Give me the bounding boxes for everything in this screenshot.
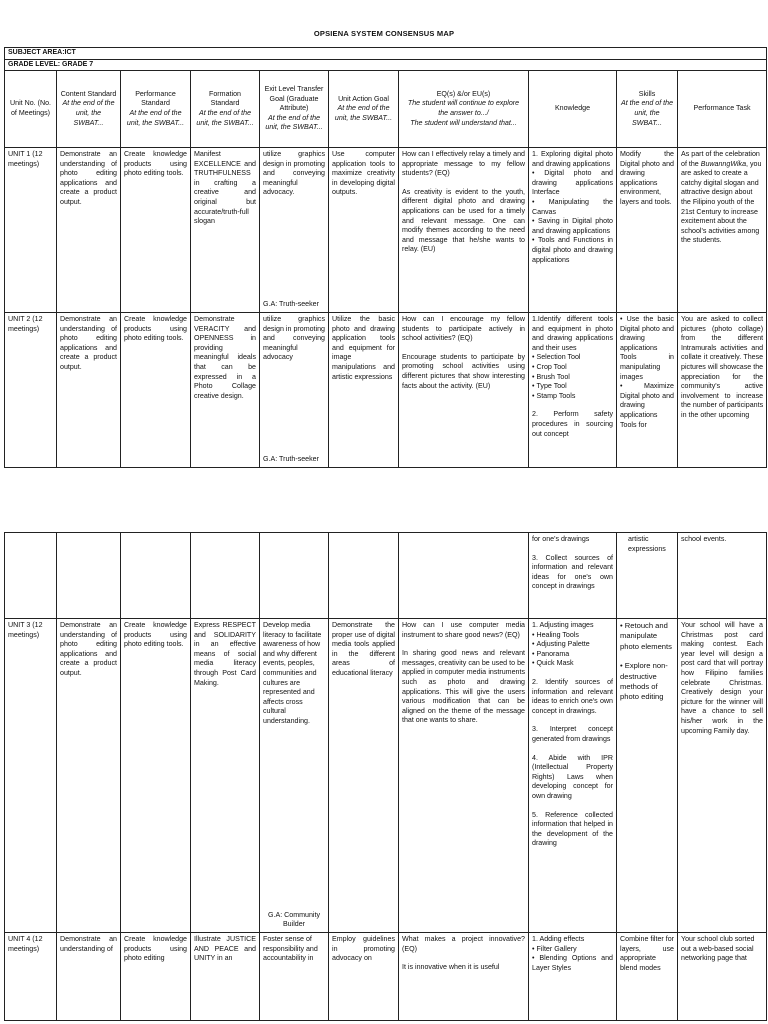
list-item: • Crop Tool (532, 363, 613, 373)
list-item: 2. Perform safety procedures in sourcing out concept (532, 410, 613, 438)
unit-4-row (5, 933, 767, 1021)
unit-2-formation-standard: Demonstrate VERACITY and OPENNESS in providing meaningful ideals that can be expressed in a Photo Collage creative design. (191, 313, 260, 468)
unit-2-performance-standard: Create knowledge products using photo editing tools. (121, 313, 191, 468)
unit-3-formation-standard: Express RESPECT and SOLIDARITY in an effective means of social media literacy through Post Card Making. (191, 619, 260, 933)
unit-3-content-standard: Demonstrate an understanding of photo editing applications and create a product output. (57, 619, 121, 933)
list-item: • Adjusting Palette (532, 640, 613, 650)
subject-row (5, 48, 767, 60)
list-item: • Tools and Functions in digital photo and drawing applications (532, 236, 613, 265)
unit-3-performance-standard: Create knowledge products using photo editing tools. (121, 619, 191, 933)
unit-4-performance-task: Your school club sorted out a web-based social networking page that (678, 933, 767, 1021)
unit-1-eq-eu (399, 148, 529, 313)
unit-2-skills (617, 313, 678, 468)
unit-3-performance-task: Your school will have a Christmas post card making contest. Each year level will design a post card that will portray how Filipino families celebrate Christmas. Creatively design your picture for the winner will have a chance to sell his/her work in the upcoming Family day. (678, 619, 767, 933)
list-item: 2. Identify sources of information and relevant ideas to enrich one's own concept in drawings. (532, 677, 613, 715)
list-item: • Digital photo and drawing applications Interface (532, 169, 613, 198)
unit-1-label: UNIT 1 (12 meetings) (5, 148, 57, 313)
unit-2-continued-row (5, 533, 767, 619)
header-performance-standard: Performance Standard At the end of the unit, the SWBAT... (121, 71, 191, 148)
unit-2-skills-continued: artistic expressions (617, 533, 678, 619)
unit-2-performance-task-continued: school events. (678, 533, 767, 619)
list-item: • Blending Options and Layer Styles (532, 954, 613, 973)
unit-1-knowledge: 1. Exploring digital photo and drawing applications • Digital photo and drawing applications Interface • Manipulating the Canvas • Saving in Digital photo and drawing applications • Tools and Functions in digital photo and drawing applications (529, 148, 617, 313)
document-title: OPSIENA SYSTEM CONSENSUS MAP (313, 29, 455, 38)
unit-2-content-standard: Demonstrate an understanding of photo editing applications and create a product output. (57, 313, 121, 468)
unit-4-exit-goal: Foster sense of responsibility and accountability in (260, 933, 329, 1021)
unit-3-eu: In sharing good news and relevant messages, creativity can be used to be applied in computer media instruments such as photo and drawing applications. This will give the users various modification that can be aligned on the theme of the message that one wants to share. (402, 649, 525, 725)
consensus-map-table-page-1 (4, 47, 767, 468)
list-item: • Healing Tools (532, 631, 613, 641)
unit-4-knowledge: 1. Adding effects • Filter Gallery • Blending Options and Layer Styles (529, 933, 617, 1021)
unit-4-eq: What makes a project innovative? (EQ) (402, 935, 525, 953)
unit-2-performance-task: You are asked to collect pictures (photo collage) from the different Intramurals activities and collate it creatively. These pictures will showcase the appreciation for the community's active involvement to increase the number of participants in the other upcoming (678, 313, 767, 468)
list-item: • Maximize Digital photo and drawing applications Tools for (620, 382, 674, 430)
list-item: • Brush Tool (532, 373, 613, 383)
unit-1-graduate-attribute: G.A: Truth-seeker (263, 300, 319, 309)
subject-area: SUBJECT AREA:ICT (5, 48, 767, 60)
list-item: • Stamp Tools (532, 392, 613, 402)
unit-3-label: UNIT 3 (12 meetings) (5, 619, 57, 933)
unit-3-row (5, 619, 767, 933)
unit-3-knowledge: 1. Adjusting images • Healing Tools • Adjusting Palette • Panorama • Quick Mask 2. Identify sources of information and relevant ideas to enrich one's own concept in drawings. 3. Interpret concept generated from drawings 4. Abide with IPR (Intellectual Property Rights) Laws when developing concept for own drawing 5. Reference collected information that helped in the development of the drawing (529, 619, 617, 933)
list-item: • Type Tool (532, 382, 613, 392)
list-item: • Retouch and manipulate photo elements (620, 621, 674, 652)
unit-2-knowledge-continued: for one's drawings 3. Collect sources of information and relevant ideas for one's own concept in drawings (529, 533, 617, 619)
header-skills: Skills At the end of the unit, the SWBAT... (617, 71, 678, 148)
grade-row (5, 59, 767, 71)
list-item: 5. Reference collected information that helped in the development of the drawing (532, 810, 613, 848)
grade-level: GRADE LEVEL: GRADE 7 (5, 59, 767, 71)
unit-4-performance-standard: Create knowledge products using photo editing (121, 933, 191, 1021)
unit-1-eu: As creativity is evident to the youth, different digital photo and drawing applications can be used for a timely and relevant message. One can modify themes according to the need and message that he/she wants to relay. (EU) (402, 187, 525, 254)
unit-2-graduate-attribute: G.A: Truth-seeker (263, 455, 319, 464)
list-item: • Explore non-destructive methods of photo editing (620, 661, 674, 703)
unit-4-action-goal: Employ guidelines in promoting advocacy on (329, 933, 399, 1021)
header-formation-standard: Formation Standard At the end of the unit, the SWBAT... (191, 71, 260, 148)
unit-3-exit-goal: Develop media literacy to facilitate awareness of how and why different events, peoples, communities and cultures are represented and affects cross cultural understanding. G.A: Community Builder (260, 619, 329, 933)
header-exit-level: Exit Level Transfer Goal (Graduate Attribute) At the end of the unit, the SWBAT... (260, 71, 329, 148)
unit-1-formation-standard: Manifest EXCELLENCE and TRUTHFULNESS in crafting a creative and original but accurate/truth-full slogan (191, 148, 260, 313)
unit-1-skills: Modify the Digital photo and drawing applications environment, layers and tools. (617, 148, 678, 313)
unit-2-exit-goal: utilize graphics design in promoting and conveying meaningful advocacy G.A: Truth-seeker (260, 313, 329, 468)
list-item: 4. Abide with IPR (Intellectual Property Rights) Laws when developing concept for own drawing (532, 753, 613, 800)
unit-3-eq: How can I use computer media instrument to share good news? (EQ) (402, 621, 525, 639)
unit-4-skills: Combine filter for layers, use appropriate blend modes (617, 933, 678, 1021)
unit-2-label: UNIT 2 (12 meetings) (5, 313, 57, 468)
unit-3-graduate-attribute: G.A: Community Builder (267, 910, 321, 929)
unit-3-eq-eu (399, 619, 529, 933)
list-item: • Quick Mask (532, 659, 613, 669)
header-eq-eu: EQ(s) &/or EU(s) The student will continue to explore the answer to.../ The student will understand that... (399, 71, 529, 148)
unit-1-exit-goal: utilize graphics design in promoting and conveying meaningful advocacy. G.A: Truth-seeker (260, 148, 329, 313)
header-content-standard: Content Standard At the end of the unit, the SWBAT... (57, 71, 121, 148)
unit-4-content-standard: Demonstrate an understanding of (57, 933, 121, 1021)
list-item: • Selection Tool (532, 353, 613, 363)
list-item: • Filter Gallery (532, 945, 613, 955)
unit-2-eu: Encourage students to participate by promoting school activities using different pictures that show interesting facts about the activity. (EU) (402, 352, 525, 390)
unit-4-eu: It is innovative when it is useful (402, 963, 500, 972)
unit-3-action-goal: Demonstrate the proper use of digital media tools applied in the different areas of educational literacy (329, 619, 399, 933)
list-item: • Manipulating the Canvas (532, 198, 613, 217)
unit-4-formation-standard: Illustrate JUSTICE AND PEACE and UNITY in an (191, 933, 260, 1021)
unit-2-row (5, 313, 767, 468)
header-unit: Unit No. (No. of Meetings) (5, 71, 57, 148)
unit-2-eq: How can I encourage my fellow students to participate actively in school activities? (EQ) (402, 315, 525, 343)
unit-1-row (5, 148, 767, 313)
unit-2-knowledge: 1.Identify different tools and equipment in photo and drawing applications and their uses • Selection Tool • Crop Tool • Brush Tool • Type Tool • Stamp Tools 2. Perform safety procedures in sourcing out concept (529, 313, 617, 468)
header-performance-task: Performance Task (678, 71, 767, 148)
header-unit-action-goal: Unit Action Goal At the end of the unit, the SWBAT... (329, 71, 399, 148)
unit-1-content-standard: Demonstrate an understanding of photo editing applications and create a product output. (57, 148, 121, 313)
unit-2-eq-eu (399, 313, 529, 468)
list-item: • Panorama (532, 650, 613, 660)
unit-3-skills (617, 619, 678, 933)
unit-4-label: UNIT 4 (12 meetings) (5, 933, 57, 1021)
unit-1-performance-standard: Create knowledge products using photo editing tools. (121, 148, 191, 313)
consensus-map-table-page-2 (4, 532, 767, 1021)
list-item: 3. Collect sources of information and relevant ideas for one's own concept in drawings (532, 553, 613, 591)
unit-1-performance-task: As part of the celebration of the BuwanngWika, you are asked to create a catchy digital slogan and attractive design about the Filipino youth of the 21st Century to increase excitement about the school's activities among the students. (678, 148, 767, 313)
unit-4-eq-eu (399, 933, 529, 1021)
unit-2-action-goal: Utilize the basic photo and drawing application tools and equipment for image manipulations and artistic expressions (329, 313, 399, 468)
list-item: 3. Interpret concept generated from drawings (532, 725, 613, 743)
header-row (5, 71, 767, 148)
unit-1-eq: How can I effectively relay a timely and appropriate message to my fellow students? (EQ) (402, 150, 525, 178)
header-knowledge: Knowledge (529, 71, 617, 148)
list-item: • Saving in Digital photo and drawing applications (532, 217, 613, 236)
list-item: • Use the basic Digital photo and drawing applications Tools in manipulating images (620, 315, 674, 382)
unit-1-action-goal: Use computer application tools to maximize creativity in developing digital outputs. (329, 148, 399, 313)
